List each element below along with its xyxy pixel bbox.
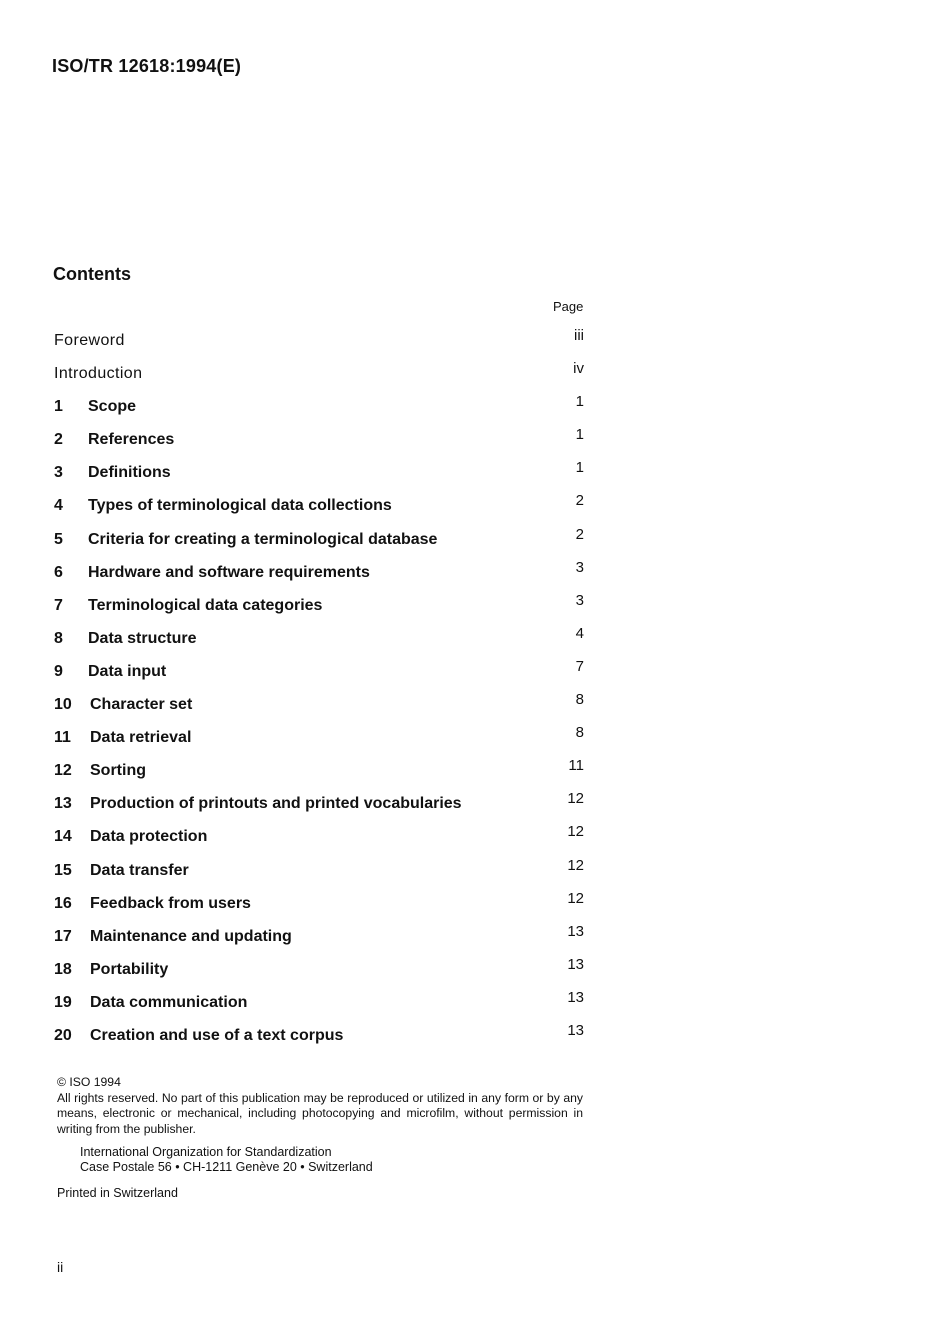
toc-entry bbox=[54, 987, 594, 1020]
toc-entry bbox=[54, 722, 594, 755]
toc-entry bbox=[54, 954, 594, 987]
toc-entry-title: References bbox=[88, 431, 175, 449]
toc-entry bbox=[54, 689, 594, 722]
toc-entry-title: Sorting bbox=[90, 762, 146, 780]
toc-entry-page: 8 bbox=[575, 691, 584, 709]
toc-entry bbox=[54, 457, 594, 490]
toc-entry-page: 3 bbox=[575, 558, 584, 576]
toc-entry-title: Data communication bbox=[90, 993, 248, 1011]
contents-heading: Contents bbox=[53, 264, 131, 284]
toc-entry-page: 12 bbox=[567, 823, 584, 841]
toc-entry bbox=[54, 325, 594, 358]
toc-entry-title: Production of printouts and printed vocabularies bbox=[90, 795, 462, 813]
toc-entry-page: 3 bbox=[575, 591, 584, 609]
toc-entry-page: 13 bbox=[567, 922, 584, 940]
toc-entry-number: 13 bbox=[54, 795, 72, 813]
page-column-label: Page bbox=[553, 299, 584, 314]
toc-entry-title: Data retrieval bbox=[90, 729, 192, 747]
toc-entry-number: 8 bbox=[54, 629, 63, 647]
toc-entry-page: 1 bbox=[575, 426, 584, 444]
toc-entry-title: Data structure bbox=[88, 629, 197, 647]
toc-entry-page: iii bbox=[574, 327, 584, 344]
toc-entry-title: Maintenance and updating bbox=[90, 927, 292, 945]
toc-entry bbox=[54, 557, 594, 590]
toc-entry-number: 17 bbox=[54, 927, 72, 945]
toc-entry-number: 14 bbox=[54, 828, 72, 846]
toc-entry-title: Portability bbox=[90, 960, 169, 978]
toc-entry-title: Definitions bbox=[88, 464, 171, 482]
toc-entry-number: 15 bbox=[54, 861, 72, 879]
toc-entry-page: 13 bbox=[567, 1021, 584, 1039]
toc-entry-page: 1 bbox=[575, 393, 584, 411]
toc-entry-number: 9 bbox=[54, 662, 63, 680]
toc-entry-title: Hardware and software requirements bbox=[88, 563, 370, 581]
toc-entry-number: 7 bbox=[54, 596, 63, 614]
toc-entry-title: Scope bbox=[88, 398, 137, 416]
copyright-notice: All rights reserved. No part of this publication may be reproduced or utilized in any form or by any means, electronic or mechanical, including photocopying and microfilm, without permission in writing from the publisher. bbox=[57, 1090, 583, 1136]
toc-entry-number: 12 bbox=[54, 762, 72, 780]
toc-entry-number: 19 bbox=[54, 993, 72, 1011]
toc-entry bbox=[54, 424, 594, 457]
publisher-address bbox=[80, 1145, 373, 1175]
toc-entry-number: 4 bbox=[54, 497, 63, 515]
toc-entry-title: Feedback from users bbox=[90, 894, 251, 912]
toc-entry-page: 7 bbox=[575, 657, 584, 675]
toc-entry-page: 2 bbox=[575, 525, 584, 543]
toc-entry bbox=[54, 921, 594, 954]
toc-entry-number: 6 bbox=[54, 563, 63, 581]
toc-entry bbox=[54, 821, 594, 854]
toc-entry-number: 16 bbox=[54, 894, 72, 912]
toc-entry bbox=[54, 590, 594, 623]
toc-entry-title: Character set bbox=[90, 696, 193, 714]
page-number: ii bbox=[57, 1259, 64, 1275]
toc-entry-page: 2 bbox=[575, 492, 584, 510]
toc-entry-number: 10 bbox=[54, 696, 72, 714]
toc-entry-title: Data transfer bbox=[90, 861, 189, 879]
toc-entry-page: 12 bbox=[567, 790, 584, 808]
toc-entry-title: Creation and use of a text corpus bbox=[90, 1026, 344, 1044]
toc-entry-number: 5 bbox=[54, 530, 63, 548]
toc-entry-page: 13 bbox=[567, 988, 584, 1006]
toc-entry-title: Types of terminological data collections bbox=[88, 497, 392, 515]
toc-entry bbox=[54, 391, 594, 424]
toc-entry bbox=[54, 755, 594, 788]
toc-entry bbox=[54, 490, 594, 523]
toc-entry-page: iv bbox=[573, 360, 584, 378]
toc-entry bbox=[54, 888, 594, 921]
toc-entry-title: Data protection bbox=[90, 828, 208, 846]
printed-in: Printed in Switzerland bbox=[57, 1186, 178, 1200]
toc-entry-page: 1 bbox=[575, 459, 584, 477]
toc-entry bbox=[54, 1020, 594, 1053]
toc-entry bbox=[54, 788, 594, 821]
toc-entry-page: 12 bbox=[567, 856, 584, 874]
copyright-line: © ISO 1994 bbox=[57, 1075, 121, 1089]
toc-entry-number: 18 bbox=[54, 960, 72, 978]
toc-entry-title: Terminological data categories bbox=[88, 596, 323, 614]
publisher-postal-address: Case Postale 56 • CH-1211 Genève 20 • Switzerland bbox=[80, 1160, 373, 1174]
toc-entry-title: Data input bbox=[88, 662, 167, 680]
toc-entry-number: 20 bbox=[54, 1026, 72, 1044]
toc-entry-title: Introduction bbox=[54, 365, 143, 383]
toc-entry-title: Foreword bbox=[54, 332, 125, 349]
toc-entry-number: 1 bbox=[54, 398, 63, 416]
toc-entry bbox=[54, 358, 594, 391]
publisher-org: International Organization for Standardization bbox=[80, 1145, 332, 1159]
toc-entry-page: 11 bbox=[568, 757, 584, 775]
copyright-block bbox=[57, 1075, 583, 1137]
toc-entry bbox=[54, 524, 594, 557]
table-of-contents bbox=[54, 325, 594, 1053]
toc-entry-number: 3 bbox=[54, 464, 63, 482]
toc-entry bbox=[54, 623, 594, 656]
toc-entry-title: Criteria for creating a terminological database bbox=[88, 530, 438, 548]
toc-entry-page: 13 bbox=[567, 955, 584, 973]
toc-entry-page: 8 bbox=[575, 724, 584, 742]
toc-entry-page: 4 bbox=[575, 624, 584, 642]
document-id: ISO/TR 12618:1994(E) bbox=[52, 56, 242, 76]
toc-entry-page: 12 bbox=[567, 889, 584, 907]
toc-entry-number: 2 bbox=[54, 431, 63, 449]
toc-entry-number: 11 bbox=[54, 729, 71, 747]
toc-entry bbox=[54, 656, 594, 689]
toc-entry bbox=[54, 855, 594, 888]
